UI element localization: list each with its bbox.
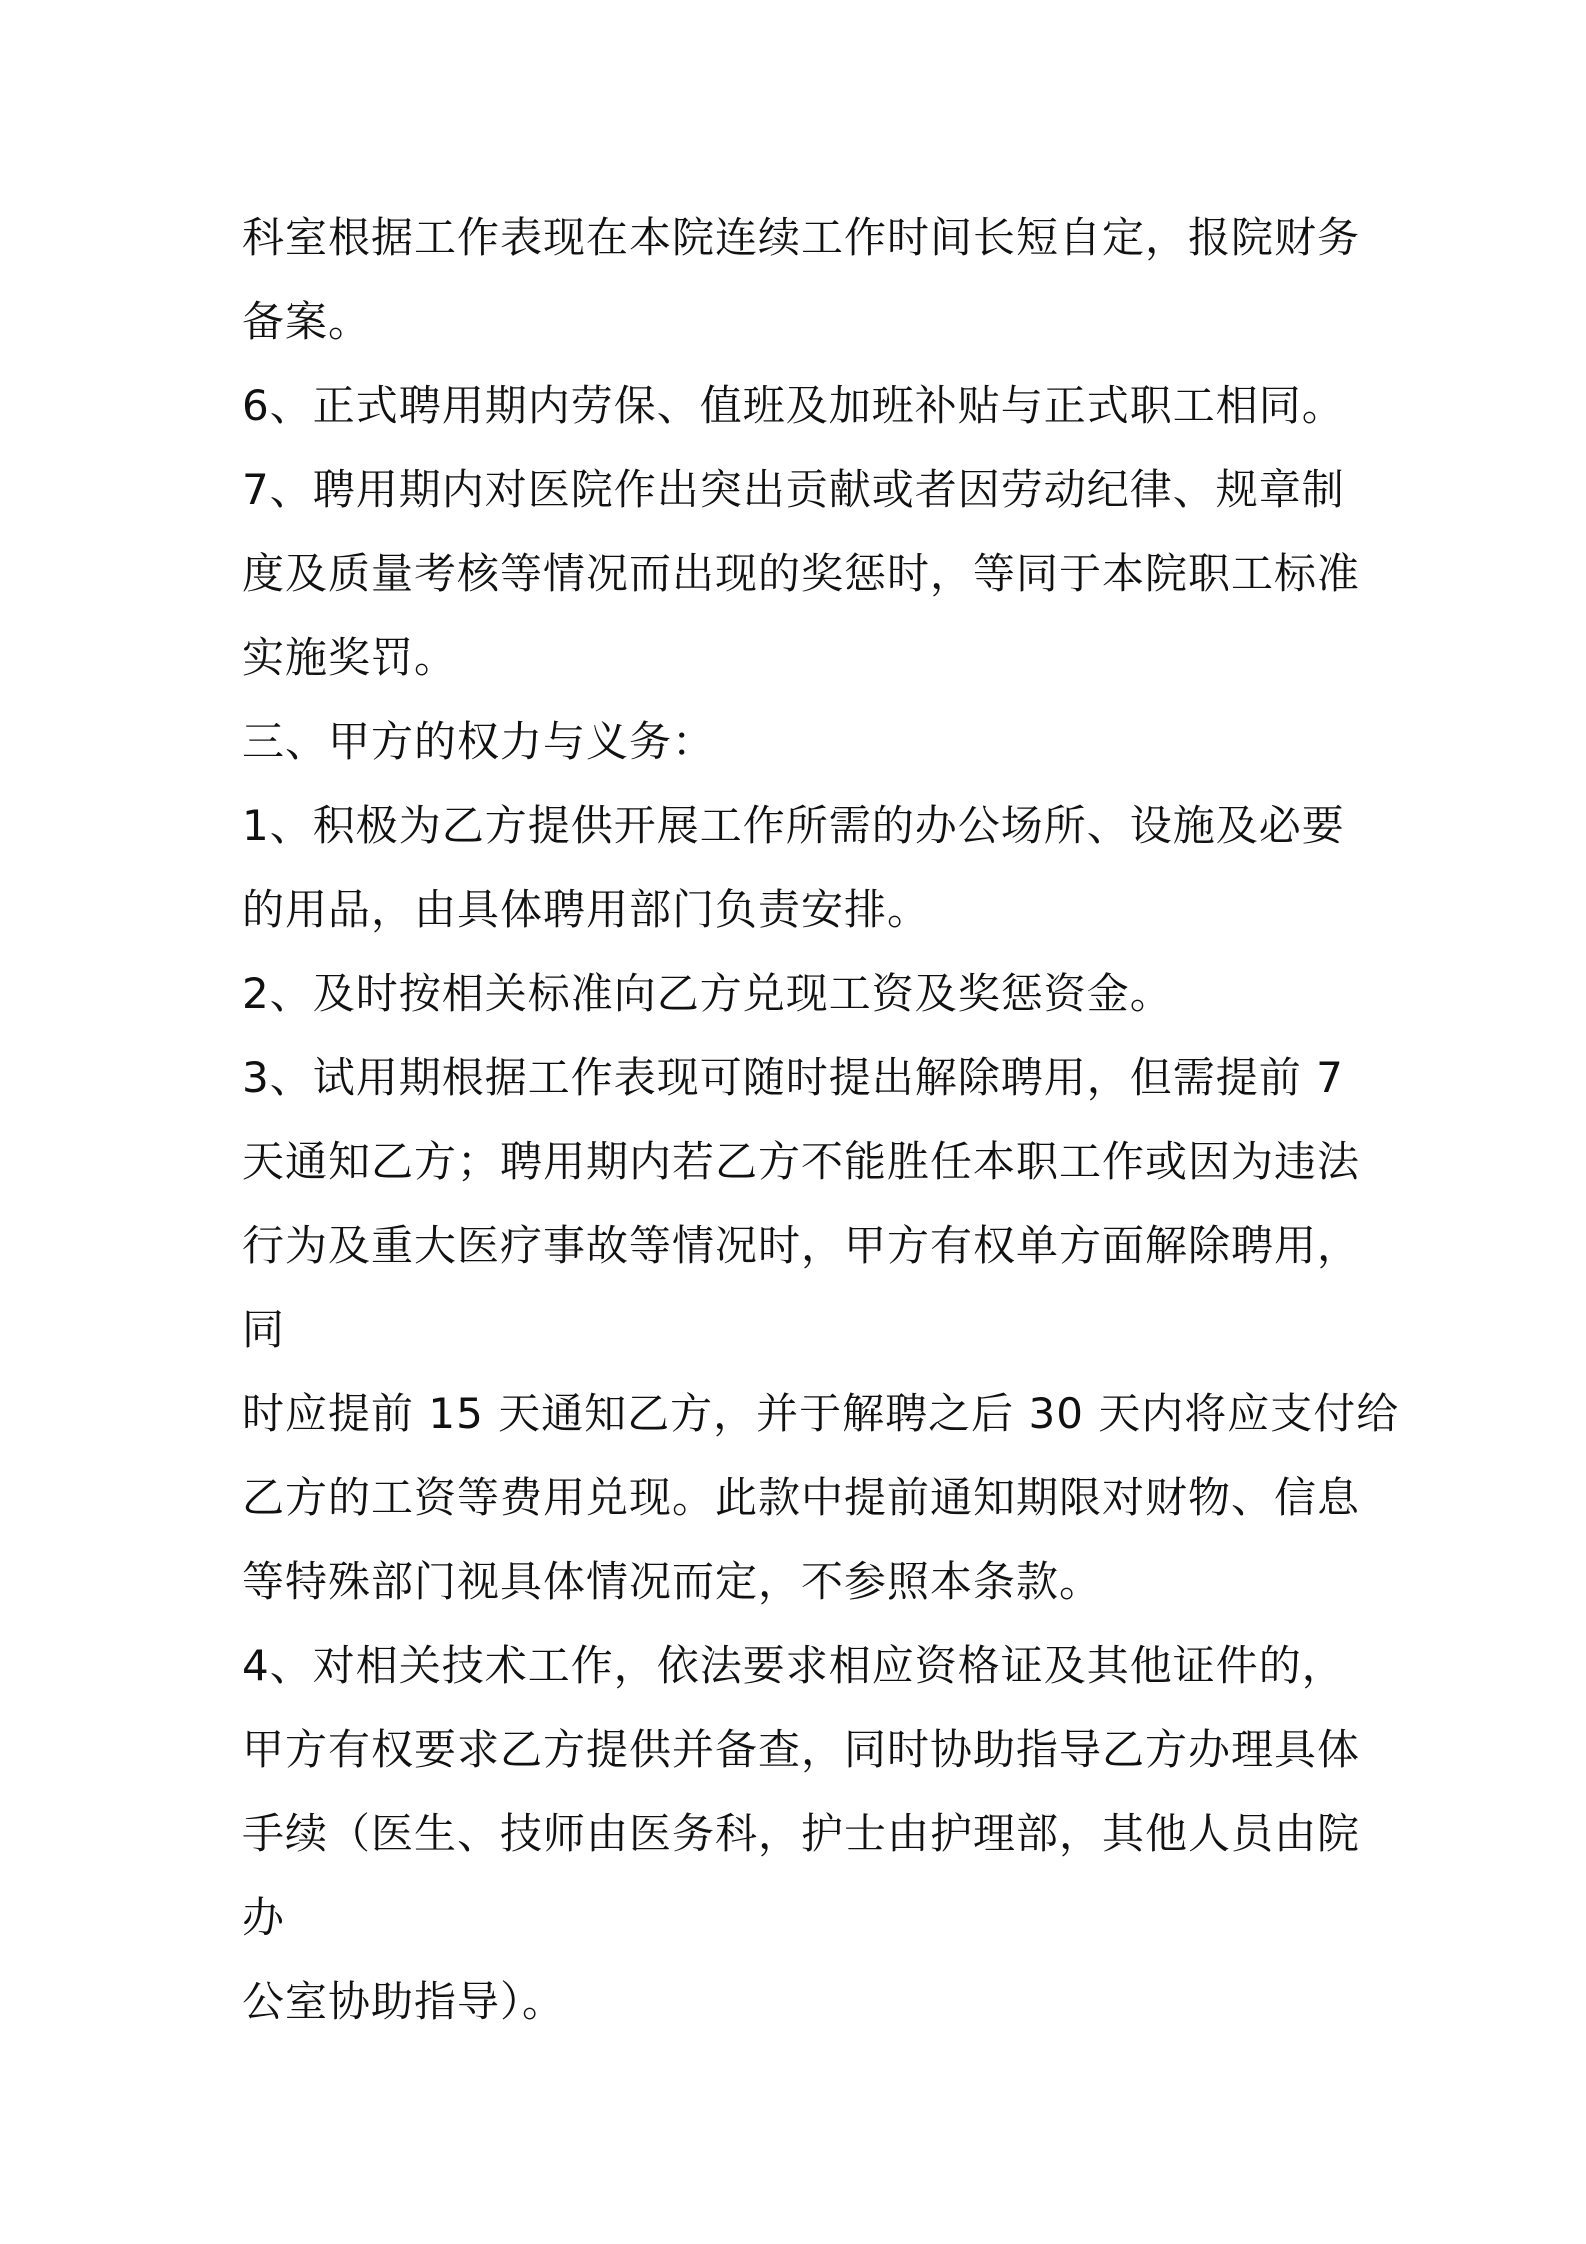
text-line: 公室协助指导）。 xyxy=(242,1977,566,2026)
text-line: 时应提前 15 天通知乙方，并于解聘之后 30 天内将应支付给 xyxy=(242,1389,1400,1438)
text-line: 等特殊部门视具体情况而定，不参照本条款。 xyxy=(242,1557,1103,1606)
text-line: 度及质量考核等情况而出现的奖惩时，等同于本院职工标准 xyxy=(242,549,1361,598)
text-line: 乙方的工资等费用兑现。此款中提前通知期限对财物、信息 xyxy=(242,1473,1361,1522)
text-line: 办 xyxy=(242,1893,286,1942)
text-line: 甲方有权要求乙方提供并备查，同时协助指导乙方办理具体 xyxy=(242,1725,1361,1774)
text-line: 备案。 xyxy=(242,297,372,346)
text-line: 同 xyxy=(242,1305,286,1354)
text-line: 手续（医生、技师由医务科，护士由护理部，其他人员由院 xyxy=(242,1809,1361,1858)
text-line: 的用品，由具体聘用部门负责安排。 xyxy=(242,885,931,934)
text-line: 4、对相关技术工作，依法要求相应资格证及其他证件的， xyxy=(242,1641,1345,1690)
text-line: 1、积极为乙方提供开展工作所需的办公场所、设施及必要 xyxy=(242,801,1345,850)
document-body xyxy=(242,196,1400,2044)
section-heading: 三、甲方的权力与义务： xyxy=(242,717,716,766)
text-line: 7、聘用期内对医院作出突出贡献或者因劳动纪律、规章制 xyxy=(242,465,1345,514)
text-line: 2、及时按相关标准向乙方兑现工资及奖惩资金。 xyxy=(242,969,1173,1018)
text-line: 3、试用期根据工作表现可随时提出解除聘用，但需提前 7 xyxy=(242,1053,1344,1102)
text-line: 天通知乙方；聘用期内若乙方不能胜任本职工作或因为违法 xyxy=(242,1137,1361,1186)
text-line: 行为及重大医疗事故等情况时，甲方有权单方面解除聘用， xyxy=(242,1221,1361,1270)
text-line: 科室根据工作表现在本院连续工作时间长短自定，报院财务 xyxy=(242,213,1361,262)
text-line: 实施奖罚。 xyxy=(242,633,458,682)
text-line: 6、正式聘用期内劳保、值班及加班补贴与正式职工相同。 xyxy=(242,381,1345,430)
